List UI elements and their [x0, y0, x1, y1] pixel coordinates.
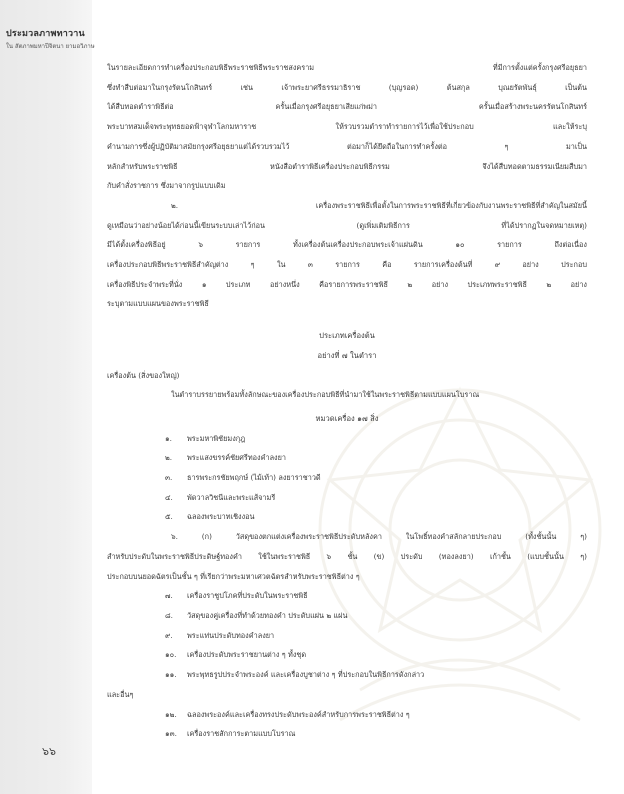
- subsection-title: เครื่องต้น (สิ่งของใหญ่): [107, 370, 180, 380]
- section-title: ประเภทเครื่องต้น: [319, 331, 375, 341]
- list-title: หมวดเครื่อง ๑๗ สิ่ง: [315, 413, 379, 423]
- text-line: ประกอบบนยอดฉัตรเป็นชั้น ๆ ที่เรียกว่าพระมหาเศวตฉัตรสำหรับพระราชพิธีต่าง ๆ: [107, 571, 360, 581]
- item-list-b: [107, 586, 587, 704]
- text-line: ระบุตามแบบแผนของพระราชพิธี: [107, 299, 209, 309]
- text-line: มีได้ตั้งเครื่องพิธีอยู่ ๖ รายการ ทั้งเครื่องต้นเครื่องประกอบพระเจ้าแผ่นดิน ๑๐ รายการ ถึงต่อเนื่อง: [107, 240, 587, 250]
- text-line: เครื่องประกอบพิธีพระราชพิธีสำคัญต่าง ๆ ใน ๓ รายการ คือ รายการเครื่องต้นที่ ๙ อย่าง ประกอบ: [107, 260, 587, 270]
- list-item: ๑๐. เครื่องประดับพระราชยานต่าง ๆ ทั้งชุด: [165, 650, 307, 660]
- item-list-a: [107, 429, 587, 528]
- list-item: ๑๒. ฉลองพระองค์และเครื่องทรงประดับพระองค์สำหรับการพระราชพิธีต่าง ๆ: [165, 709, 410, 719]
- list-item: ๑. พระมหาพิชัยมงกุฎ: [165, 433, 246, 443]
- item-list-c: [107, 705, 587, 744]
- spacer: [107, 314, 587, 326]
- running-header-subtitle: ใน สัตภาพมหาปีจิตนา ยามอวิภาษ: [6, 43, 95, 50]
- document-body: [107, 58, 587, 744]
- list-item: ๘. วัสดุของคู่เครื่องที่ทำด้วยทองคำ ประดับแผ่น ๒ แผ่น: [165, 610, 348, 620]
- list-item: ๔. พัดวาลวิชนีและพระแส้จามรี: [165, 492, 276, 502]
- text-line: สำหรับประดับในพระราชพิธีประดิษฐ์ทองคำ ใช้ในพระราชพิธี ๖ ชั้น (ข) ประดับ (ทองลงยา) เก้าชั้น (แบบชั้นนั้น ๆ): [107, 551, 587, 561]
- page-number: ๖๖: [42, 745, 56, 758]
- list-item: ๑๑. พระพุทธรูปประจำพระองค์ และเครื่องบูชาต่าง ๆ ที่ประกอบในพิธีการดังกล่าว: [165, 670, 425, 680]
- list-item: ๒. พระแสงขรรค์ชัยศรีทองคำลงยา: [165, 453, 286, 463]
- text-line: ดูเหมือนว่าอย่างน้อยได้ก่อนนี้เขียนระบบเล่าไว้ก่อน (ดูเพิ่มเติมพิธีการ ที่ได้ปรากฏในจดหมายเหตุ): [107, 220, 587, 230]
- list-item: ๙. พระแท่นประดับทองคำลงยา: [165, 630, 275, 640]
- text-line: ๒. เครื่องพระราชพิธีเพื่อตั้งในการพระราชพิธีที่เกี่ยวข้องกับงานพระราชพิธีที่สำคัญในสมัยนี้: [171, 200, 587, 210]
- list-item-continuation: และอื่นๆ: [107, 689, 134, 699]
- paragraph-2: [107, 196, 587, 314]
- running-header: [6, 26, 95, 51]
- list-item: ๑๓. เครื่องราชสักการะตามแบบโบราณ: [165, 729, 296, 739]
- section-subtitle: อย่างที่ ๗ ในตำรา: [317, 350, 377, 360]
- text-line: คำนามการซึ่งผู้ปฏิบัติมาสมัยกรุงศรีอยุธยาแต่ได้รวบรวมไว้ ต่อมาก็ได้ยึดถือในการทำครั้งต่อ ๆ มาเป็น: [107, 141, 587, 151]
- text-line: เครื่องพิธีประจำพระที่นั่ง ๑ ประเภท อย่างหนึ่ง คือรายการพระราชพิธี ๒ อย่าง ประเภทพระราชพิธี ๒ อย่าง: [107, 279, 587, 289]
- text-line: กับคำสั่งราชการ ซึ่งมาจากรูปแบบเดิม: [107, 181, 226, 191]
- list-item: ๕. ฉลองพระบาทเชิงงอน: [165, 512, 255, 522]
- page-sidebar: [0, 0, 95, 794]
- text-line: พระบาทสมเด็จพระพุทธยอดฟ้าจุฬาโลกมหาราช ให้รวบรวมตำราทำรายการไว้เพื่อใช้ประกอบ และให้ระบุ: [107, 122, 587, 132]
- text-line: ซึ่งทำสืบต่อมาในกรุงรัตนโกสินทร์ เช่น เจ้าพระยาศรีธรรมาธิราช (บุญรอด) ต้นสกุล บุณยรัตพันธุ์ เป็นต้น: [107, 82, 587, 92]
- running-header-title: ประมวลภาพทาวาน: [6, 29, 85, 39]
- list-item: ๗. เครื่องราชูปโภคที่ประดับในพระราชพิธี: [165, 591, 308, 601]
- text-line: หลักสำหรับพระราชพิธี หนังสือตำราพิธีเครื่องประกอบพิธีกรรม จึงได้สืบทอดตามธรรมเนียมสืบมา: [107, 161, 587, 171]
- list-item-6: [107, 527, 587, 586]
- text-line: ได้สืบทอดตำราพิธีต่อ ครั้นเมื่อกรุงศรีอยุธยาเสียแก่พม่า ครั้นเมื่อสร้างพระนครรัตนโกสินทร์: [107, 102, 587, 112]
- list-item: ๓. ธารพระกรชัยพฤกษ์ (ไม้เท้า) ลงยาราชาวดี: [165, 473, 321, 483]
- text-line: ๖. (ก) วัสดุของตกแต่งเครื่องพระราชพิธีประดับหลังคา ในโพธิ์ทองคำสลักลายประกอบ (ทั้งชั้นนั้น ๆ): [171, 532, 587, 542]
- subsection-intro: ในตำราบรรยายพร้อมทั้งลักษณะของเครื่องประกอบพิธีที่นำมาใช้ในพระราชพิธีตามแบบแผนโบราณ: [171, 390, 480, 400]
- text-line: ในรายละเอียดการทำเครื่องประกอบพิธีพระราชพิธีพระราชสงคราม ที่มีการตั้งแต่ครั้งกรุงศรีอยุธยา: [107, 63, 587, 72]
- paragraph-1: [107, 58, 587, 196]
